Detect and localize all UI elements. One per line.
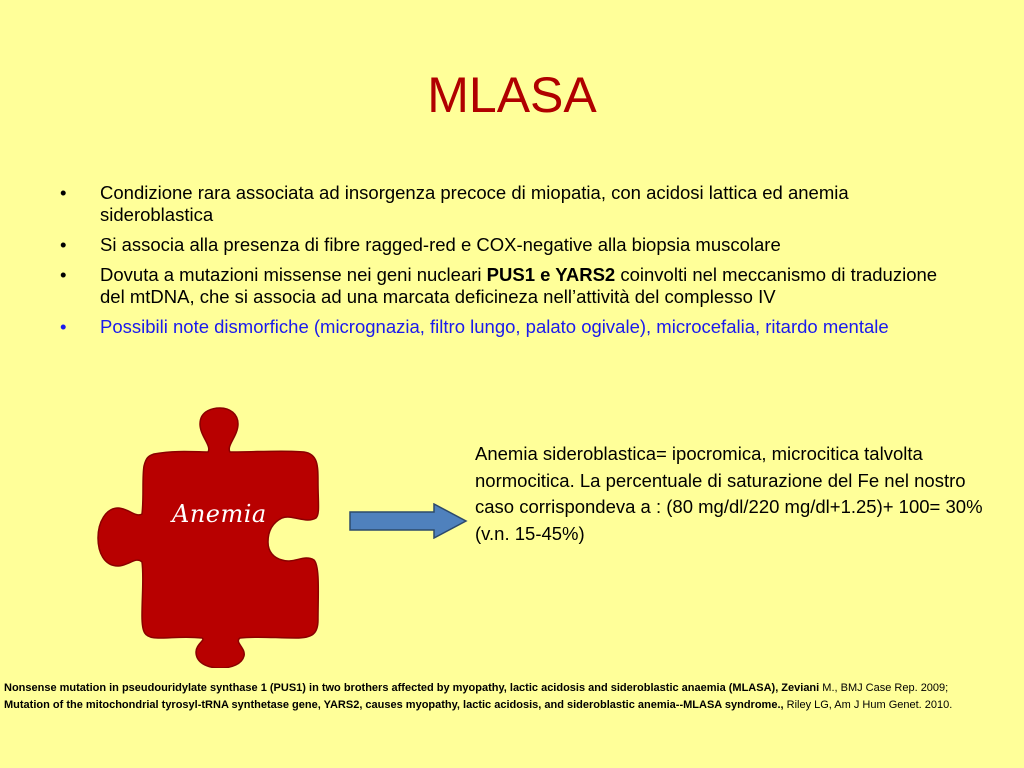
bullet-text: Condizione rara associata ad insorgenza precoce di miopatia, con acidosi lattica ed anemia sideroblastica — [100, 182, 849, 225]
gene-names: PUS1 e YARS2 — [486, 264, 616, 285]
bullet-marker: • — [60, 264, 67, 285]
bullet-text: Si associa alla presenza di fibre ragged-red e COX-negative alla biopsia muscolare — [100, 234, 781, 255]
bullet-item-highlighted — [60, 316, 960, 338]
slide-title: MLASA — [427, 67, 597, 123]
reference-title: Nonsense mutation in pseudouridylate synthase 1 (PUS1) in two brothers affected by myopathy, lactic acidosis and sideroblastic anaemia (MLASA), Zeviani — [4, 682, 820, 694]
bullet-text-post: coinvolti nel meccanismo di traduzione del mtDNA, che si associa ad una marcata deficineza nell’attività del complesso IV — [100, 264, 938, 307]
reference-item — [4, 697, 1020, 714]
right-arrow-icon — [348, 503, 468, 539]
bullet-marker: • — [60, 234, 67, 255]
bullet-marker: • — [60, 316, 67, 337]
puzzle-piece-icon — [96, 406, 336, 668]
bullet-list — [60, 182, 960, 346]
bullet-text-pre: Dovuta a mutazioni missense nei geni nucleari — [100, 264, 487, 285]
references — [4, 680, 1020, 714]
reference-item — [4, 680, 1020, 697]
reference-title: Mutation of the mitochondrial tyrosyl-tRNA synthetase gene, YARS2, causes myopathy, lactic acidosis, and sideroblastic anemia--MLASA syndrome., — [4, 699, 784, 711]
bullet-item — [60, 234, 960, 256]
puzzle-label: Anemia — [172, 500, 267, 528]
anemia-note: Anemia sideroblastica= ipocromica, microcitica talvolta normocitica. La percentuale di saturazione del Fe nel nostro caso corrispondeva a : (80 mg/dl/220 mg/dl+1.25)+ 100= 30% (v.n. 15-45%) — [475, 443, 983, 544]
bullet-item — [60, 182, 960, 226]
reference-source: Riley LG, Am J Hum Genet. 2010. — [783, 699, 953, 711]
reference-source: M., BMJ Case Rep. 2009; — [819, 682, 949, 694]
bullet-text: Possibili note dismorfiche (micrognazia, filtro lungo, palato ogivale), microcefalia, ritardo mentale — [100, 316, 889, 337]
bullet-item — [60, 264, 960, 308]
bullet-marker: • — [60, 182, 67, 203]
